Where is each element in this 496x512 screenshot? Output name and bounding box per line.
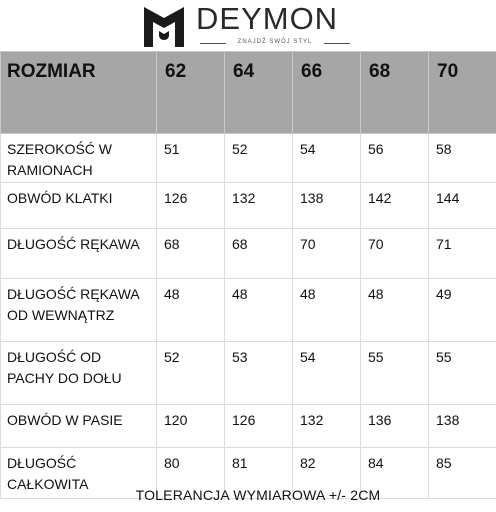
header-cell-size-68: 68 <box>361 52 429 134</box>
measurement-value: 136 <box>361 405 429 448</box>
monogram-logo-icon <box>141 4 187 50</box>
measurement-label-line: DŁUGOŚĆ <box>7 455 77 471</box>
measurement-value: 85 <box>429 448 496 499</box>
size-table-body <box>1 134 496 499</box>
measurement-value: 54 <box>293 342 361 405</box>
header-cell-size-64: 64 <box>225 52 293 134</box>
measurement-value: 70 <box>361 229 429 279</box>
measurement-label-line: DŁUGOŚĆ RĘKAWA <box>7 286 140 302</box>
measurement-value: 132 <box>225 183 293 229</box>
measurement-value: 52 <box>225 134 293 183</box>
measurement-value: 51 <box>157 134 225 183</box>
measurement-value: 48 <box>361 279 429 342</box>
measurement-value: 68 <box>225 229 293 279</box>
measurement-value: 71 <box>429 229 496 279</box>
measurement-value: 138 <box>429 405 496 448</box>
measurement-value: 54 <box>293 134 361 183</box>
table-row <box>1 229 496 279</box>
tolerance-note: TOLERANCJA WYMIAROWA +/- 2CM <box>135 487 381 503</box>
measurement-label-line: OD WEWNĄTRZ <box>7 307 115 323</box>
tagline-rule-right <box>324 43 350 44</box>
measurement-value: 56 <box>361 134 429 183</box>
measurement-value: 58 <box>429 134 496 183</box>
brand-name: DEYMON <box>196 1 339 36</box>
measurement-value: 48 <box>293 279 361 342</box>
table-row <box>1 279 496 342</box>
measurement-label-line: SZEROKOŚĆ W <box>7 141 113 157</box>
measurement-value: 68 <box>157 229 225 279</box>
measurement-label-line: RAMIONACH <box>7 162 93 178</box>
measurement-value: 49 <box>429 279 496 342</box>
measurement-label-line: DŁUGOŚĆ OD <box>7 349 102 365</box>
measurement-label <box>1 229 157 279</box>
measurement-value: 70 <box>293 229 361 279</box>
measurement-value: 126 <box>157 183 225 229</box>
measurement-label-line: OBWÓD KLATKI <box>7 190 113 206</box>
table-row <box>1 134 496 183</box>
table-row <box>1 342 496 405</box>
brand-tagline: ZNAJDŹ SWÓJ STYL <box>237 39 313 45</box>
measurement-value: 53 <box>225 342 293 405</box>
measurement-value: 81 <box>225 448 293 499</box>
header-cell-size-70: 70 <box>429 52 496 134</box>
measurement-label-line: PACHY DO DOŁU <box>7 370 122 386</box>
measurement-label <box>1 279 157 342</box>
measurement-value: 80 <box>157 448 225 499</box>
measurement-value: 48 <box>157 279 225 342</box>
measurement-label <box>1 134 157 183</box>
size-header-row <box>1 52 496 134</box>
table-row <box>1 405 496 448</box>
measurement-label-line: OBWÓD W PASIE <box>7 412 123 428</box>
measurement-value: 142 <box>361 183 429 229</box>
measurement-value: 48 <box>225 279 293 342</box>
measurement-value: 120 <box>157 405 225 448</box>
measurement-value: 55 <box>361 342 429 405</box>
measurement-value: 84 <box>361 448 429 499</box>
measurement-value: 82 <box>293 448 361 499</box>
table-row <box>1 183 496 229</box>
measurement-label-line: DŁUGOŚĆ RĘKAWA <box>7 236 140 252</box>
measurement-label <box>1 405 157 448</box>
measurement-value: 52 <box>157 342 225 405</box>
size-table <box>0 51 496 499</box>
measurement-value: 132 <box>293 405 361 448</box>
measurement-value: 55 <box>429 342 496 405</box>
measurement-value: 144 <box>429 183 496 229</box>
header-cell-size-62: 62 <box>157 52 225 134</box>
tagline-rule-left <box>200 43 226 44</box>
header-cell-size-label: ROZMIAR <box>1 52 157 134</box>
measurement-label <box>1 183 157 229</box>
measurement-value: 126 <box>225 405 293 448</box>
measurement-label-line: CAŁKOWITA <box>7 476 89 492</box>
brand-logo <box>0 0 496 52</box>
measurement-label <box>1 342 157 405</box>
header-cell-size-66: 66 <box>293 52 361 134</box>
measurement-value: 138 <box>293 183 361 229</box>
